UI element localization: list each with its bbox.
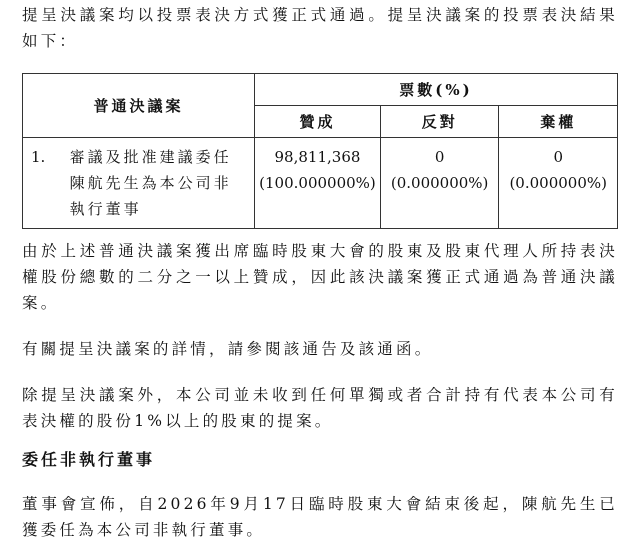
for-percent: (100.000000%): [259, 174, 376, 192]
board-announcement-paragraph: 董事會宣佈，自2026年9月17日臨時股東大會結束後起，陳航先生已獲委任為本公司非執行董事。: [22, 495, 618, 539]
no-proposals-paragraph: 除提呈決議案外，本公司並未收到任何單獨或者合計持有代表本公司有表決權的股份1%以上的股東的提案。: [22, 386, 618, 430]
resolution-passed-paragraph: 由於上述普通決議案獲出席臨時股東大會的股東及股東代理人所持表決權股份總數的二分之一以上贊成，因此該決議案獲正式通過為普通決議案。: [22, 242, 618, 312]
abstain-percent: (0.000000%): [509, 174, 607, 192]
against-percent: (0.000000%): [390, 174, 489, 192]
section-heading: 委任非執行董事: [22, 450, 156, 469]
for-count: 98,811,368: [274, 148, 361, 166]
resolution-header: 普通決議案: [23, 74, 255, 138]
col-for-header: 贊成: [255, 106, 381, 138]
table-row: [23, 138, 618, 229]
col-against-header: 反對: [380, 106, 499, 138]
col-abstain-header: 棄權: [499, 106, 618, 138]
votes-header: 票數(%): [255, 74, 618, 106]
details-paragraph: 有關提呈決議案的詳情，請參閱該通告及該通函。: [22, 340, 434, 358]
intro-paragraph: 提呈決議案均以投票表決方式獲正式通過。提呈決議案的投票表決結果如下：: [22, 6, 618, 50]
voting-results-table: [22, 73, 618, 229]
for-votes-cell: [255, 138, 381, 229]
against-votes-cell: [380, 138, 499, 229]
resolution-description: 審議及批准建議委任陳航先生為本公司非執行董事: [62, 138, 255, 229]
abstain-votes-cell: [499, 138, 618, 229]
against-count: 0: [434, 148, 445, 166]
abstain-count: 0: [553, 148, 563, 166]
resolution-number: 1.: [23, 138, 62, 229]
table-header-row: [23, 74, 618, 106]
